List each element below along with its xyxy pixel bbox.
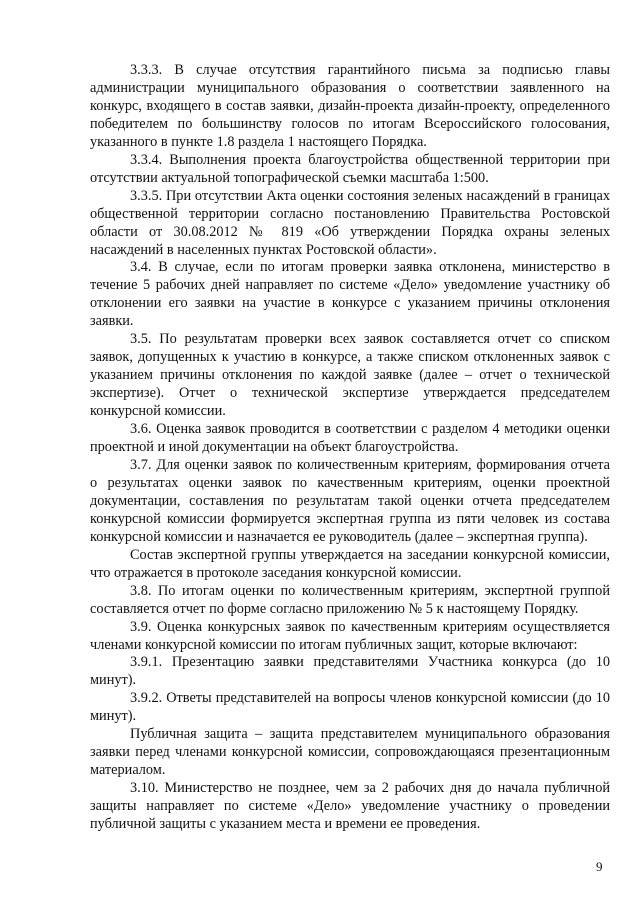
- paragraph-3-3-5: 3.3.5. При отсутствии Акта оценки состояния зеленых насаждений в границах общественной территории согласно постановлению Правительства Ростовской области от 30.08.2012 № 819 «Об утверждении Порядка охраны зеленых насаждений в населенных пунктах Ростовской области».: [90, 187, 610, 258]
- paragraph-expert-group-composition: Состав экспертной группы утверждается на заседании конкурсной комиссии, что отражается в протоколе заседания конкурсной комиссии.: [90, 546, 610, 581]
- paragraph-3-9-2: 3.9.2. Ответы представителей на вопросы членов конкурсной комиссии (до 10 минут).: [90, 690, 610, 725]
- paragraph-3-8: 3.8. По итогам оценки по количественным критериям, экспертной группой составляется отчет по форме согласно приложению № 5 к настоящему Порядку.: [90, 582, 610, 617]
- paragraph-public-defense-definition: Публичная защита – защита представителем муниципального образования заявки перед членами конкурсной комиссии, сопровождающаяся презентационным материалом.: [90, 726, 610, 779]
- paragraph-3-5: 3.5. По результатам проверки всех заявок составляется отчет со списком заявок, допущенных к участию в конкурсе, а также списком отклоненных заявок с указанием причины отклонения по каждой заявке (далее – отчет о технической экспертизе). Отчет о технической экспертизе утверждается председателем конкурсной комиссии.: [90, 331, 610, 420]
- paragraph-3-10: 3.10. Министерство не позднее, чем за 2 рабочих дня до начала публичной защиты направляет по системе «Дело» уведомление участнику о проведении публичной защиты с указанием места и времени ее проведения.: [90, 780, 610, 833]
- page-number: 9: [596, 859, 603, 874]
- document-body: [90, 62, 610, 834]
- paragraph-3-3-3: 3.3.3. В случае отсутствия гарантийного письма за подписью главы администрации муниципального образования о соответствии заявленного на конкурс, входящего в состав заявки, дизайн-проекта дизайн-проекту, определенного победителем по большинству голосов по итогам Всероссийского голосования, указанного в пункте 1.8 раздела 1 настоящего Порядка.: [90, 62, 610, 150]
- paragraph-3-6: 3.6. Оценка заявок проводится в соответствии с разделом 4 методики оценки проектной и иной документации на объект благоустройства.: [90, 421, 610, 456]
- paragraph-3-7: 3.7. Для оценки заявок по количественным критериям, формирования отчета о результатах оценки заявок по качественным критериям, оценки проектной документации, составления по результатам такой оценки отчета председателем конкурсной комиссии формируется экспертная группа из пяти человек из состава конкурсной комиссии и назначается ее руководитель (далее – экспертная группа).: [90, 456, 610, 545]
- paragraph-3-4: 3.4. В случае, если по итогам проверки заявка отклонена, министерство в течение 5 рабочих дней направляет по системе «Дело» уведомление участнику об отклонении его заявки на участие в конкурсе с указанием причины отклонения заявки.: [90, 259, 610, 330]
- paragraph-3-9: 3.9. Оценка конкурсных заявок по качественным критериям осуществляется членами конкурсной комиссии по итогам публичных защит, которые включают:: [90, 618, 610, 653]
- paragraph-3-3-4: 3.3.4. Выполнения проекта благоустройства общественной территории при отсутствии актуальной топографической съемки масштаба 1:500.: [90, 151, 610, 186]
- paragraph-3-9-1: 3.9.1. Презентацию заявки представителями Участника конкурса (до 10 минут).: [90, 654, 610, 689]
